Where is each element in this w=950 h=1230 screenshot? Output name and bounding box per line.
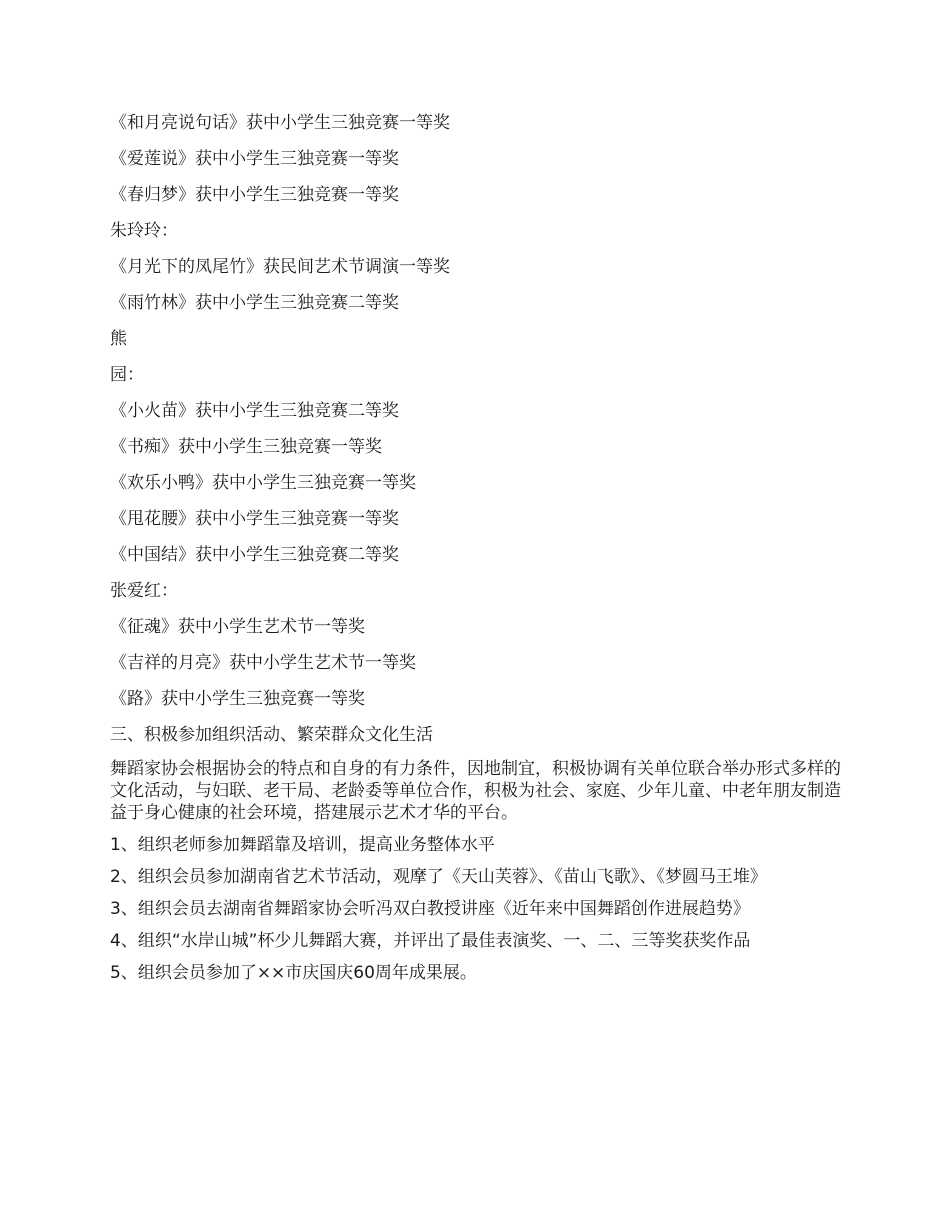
award-line: 《征魂》获中小学生艺术节一等奖 bbox=[110, 617, 365, 637]
person-name-part: 熊 bbox=[110, 329, 127, 349]
award-line: 《吉祥的月亮》获中小学生艺术节一等奖 bbox=[110, 653, 416, 673]
award-line: 《爱莲说》获中小学生三独竞赛一等奖 bbox=[110, 149, 399, 169]
award-line: 《雨竹林》获中小学生三独竞赛二等奖 bbox=[110, 293, 399, 313]
award-line: 《书痴》获中小学生三独竞赛一等奖 bbox=[110, 437, 382, 457]
award-line: 《路》获中小学生三独竞赛一等奖 bbox=[110, 689, 365, 709]
person-name-part: 园： bbox=[110, 365, 144, 385]
award-line: 《欢乐小鸭》获中小学生三独竞赛一等奖 bbox=[110, 473, 416, 493]
activity-item: 3、组织会员去湖南省舞蹈家协会听冯双白教授讲座《近年来中国舞蹈创作进展趋势》 bbox=[110, 899, 750, 919]
document-body bbox=[110, 110, 845, 994]
award-line: 《月光下的凤尾竹》获民间艺术节调演一等奖 bbox=[110, 257, 450, 277]
section-heading: 三、积极参加组织活动、繁荣群众文化生活 bbox=[110, 725, 433, 745]
activity-item: 5、组织会员参加了××市庆国庆60周年成果展。 bbox=[110, 963, 477, 983]
activity-item: 1、组织老师参加舞蹈靠及培训，提高业务整体水平 bbox=[110, 835, 495, 855]
award-line: 《和月亮说句话》获中小学生三独竞赛一等奖 bbox=[110, 113, 450, 133]
person-name: 张爱红： bbox=[110, 581, 178, 601]
award-line: 《甩花腰》获中小学生三独竞赛一等奖 bbox=[110, 509, 399, 529]
activity-item: 4、组织“水岸山城”杯少儿舞蹈大赛，并评出了最佳表演奖、一、二、三等奖获奖作品 bbox=[110, 931, 751, 951]
activity-item: 2、组织会员参加湖南省艺术节活动，观摩了《天山芙蓉》、《苗山飞歌》、《梦圆马王堆》 bbox=[110, 867, 767, 887]
award-line: 《春归梦》获中小学生三独竞赛一等奖 bbox=[110, 185, 399, 205]
person-name: 朱玲玲： bbox=[110, 221, 178, 241]
intro-paragraph: 舞蹈家协会根据协会的特点和自身的有力条件，因地制宜，积极协调有关单位联合举办形式多样的文化活动，与妇联、老干局、老龄委等单位合作，积极为社会、家庭、少年儿童、中老年朋友制造益于身心健康的社会环境，搭建展示艺术才华的平台。 bbox=[110, 759, 841, 823]
award-line: 《中国结》获中小学生三独竞赛二等奖 bbox=[110, 545, 399, 565]
award-line: 《小火苗》获中小学生三独竞赛二等奖 bbox=[110, 401, 399, 421]
